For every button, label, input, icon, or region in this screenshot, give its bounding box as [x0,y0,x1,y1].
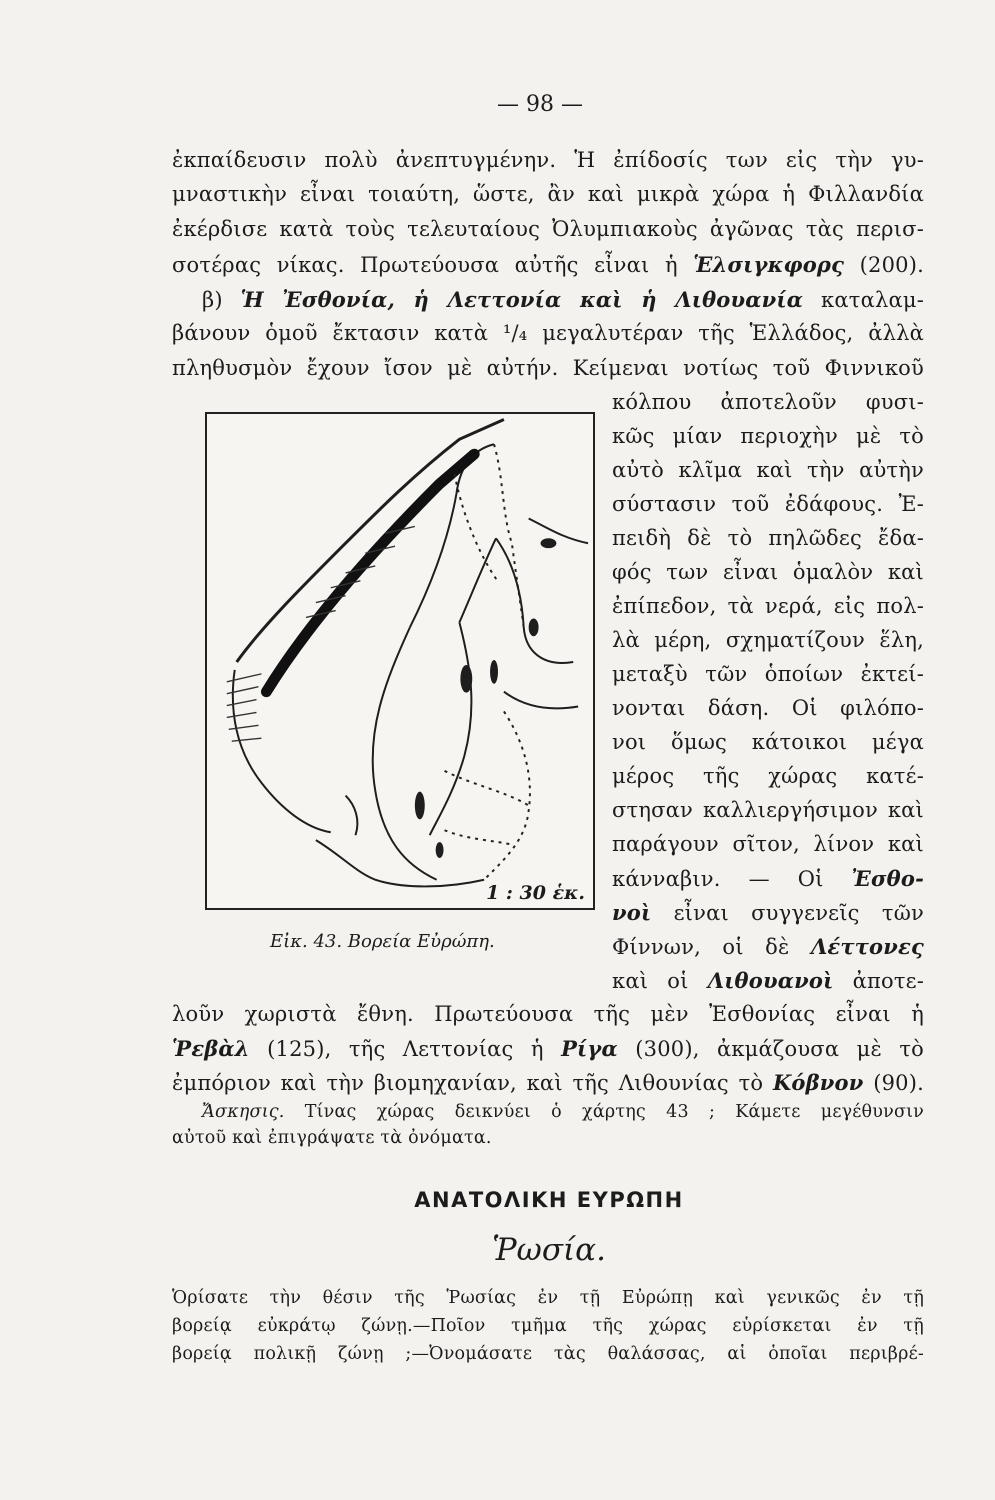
exercise-label: Ἄσκησις. [202,1102,285,1122]
side-text-line: φός των εἶναι ὁμαλὸν καὶ [612,560,924,584]
text-line: λοῦν χωριστὰ ἔθνη. Πρωτεύουσα τῆς μὲν Ἐσθονίας εἶναι ἡ [172,1002,924,1026]
side-text-line: παράγουν σῖτον, λίνον καὶ [612,832,924,856]
map-figure-northern-europe [205,412,595,910]
text-line: Ὁρίσατε τὴν θέσιν τῆς Ῥωσίας ἐν τῇ Εὐρώπῃ καὶ γενικῶς ἐν τῇ [172,1288,924,1308]
side-text-line: λὰ μέρη, σχηματίζουν ἕλη, [612,628,924,652]
text-line: βορείᾳ εὐκράτῳ ζώνῃ.—Ποῖον τμῆμα τῆς χώρας εὑρίσκεται ἐν τῇ [172,1316,924,1336]
side-text-line: νοι ὅμως κάτοικοι μέγα [612,730,924,754]
map-scale-label: 1 : 30 ἑκ. [486,882,585,904]
side-text-line: καὶ οἱ Λιθουανοὶ ἀποτε- [612,968,925,993]
side-text-line: ἐπίπεδον, τὰ νερά, εἰς πολ- [612,594,924,618]
text-line: ἐκέρδισε κατὰ τοὺς τελευταίους Ὀλυμπιακοὺς ἀγῶνας τὰς περισ- [172,217,924,241]
text-line: σοτέρας νίκας. Πρωτεύουσα αὐτῆς εἶναι ἡ Ἑλσιγκφορς (200). [172,252,924,277]
page-number: — 98 — [497,92,583,117]
text-line: βάνουν ὁμοῦ ἔκτασιν κατὰ ¹/₄ μεγαλυτέραν τῆς Ἑλλάδος, ἀλλὰ [172,321,924,345]
capital-helsinki: Ἑλσιγκφορς [693,252,845,277]
side-text-line: Φίννων, οἱ δὲ Λέττονες [612,934,924,959]
text-line: β) Ἡ Ἐσθονία, ἡ Λεττονία καὶ ἡ Λιθουανία καταλαμ- [202,287,924,312]
side-text-line: νοὶ εἶναι συγγενεῖς τῶν [612,900,924,925]
exercise-line: Ἄσκησις. Τίνας χώρας δεικνύει ὁ χάρτης 43 ; Κάμετε μεγέθυνσιν [202,1102,924,1122]
section-heading: ΑΝΑΤΟΛΙΚΗ ΕΥΡΩΠΗ [414,1188,684,1212]
capital-kaunas: Κόβνον [772,1070,864,1095]
text-line: Ῥεβὰλ (125), τῆς Λεττονίας ἡ Ρίγα (300), ἀκμάζουσα μὲ τὸ [172,1036,924,1061]
side-text-line: σύστασιν τοῦ ἐδάφους. Ἐ- [612,492,924,516]
text-line: ἐμπόριον καὶ τὴν βιομηχανίαν, καὶ τῆς Λιθουνίας τὸ Κόβνον (90). [172,1070,924,1095]
text-line: πληθυσμὸν ἔχουν ἴσον μὲ αὐτήν. Κείμεναι νοτίως τοῦ Φιννικοῦ [172,356,924,380]
text-line: ἐκπαίδευσιν πολὺ ἀνεπτυγμένην. Ἡ ἐπίδοσίς των εἰς τὴν γυ- [172,148,924,172]
side-text-line: στησαν καλλιεργήσιμον καὶ [612,798,924,822]
side-text-line: κόλπου ἀποτελοῦν φυσι- [612,390,924,414]
side-text-line: πειδὴ δὲ τὸ πηλῶδες ἔδα- [612,526,924,550]
side-text-line: νονται δάση. Οἱ φιλόπο- [612,696,924,720]
text-line: μναστικὴν εἶναι τοιαύτη, ὥστε, ἂν καὶ μικρὰ χώρα ἡ Φιλλανδία [172,182,924,206]
map-drawing [207,414,593,908]
exercise-line: αὐτοῦ καὶ ἐπιγράψατε τὰ ὀνόματα. [172,1128,492,1148]
capital-tallinn: Ῥεβὰλ [172,1036,250,1061]
side-text-line: κῶς μίαν περιοχὴν μὲ τὸ [612,424,924,448]
section-subheading: Ῥωσία. [492,1232,606,1268]
capital-riga: Ρίγα [561,1036,618,1061]
baltic-states-title: Ἡ Ἐσθονία, ἡ Λεττονία καὶ ἡ Λιθουανία [240,287,804,312]
side-text-line: μέρος τῆς χώρας κατέ- [612,764,924,788]
side-text-line: αὐτὸ κλῖμα καὶ τὴν αὐτὴν [612,458,924,482]
figure-caption: Εἰκ. 43. Βορεία Εὐρώπη. [270,931,495,952]
side-text-line: κάνναβιν. — Οἱ Ἐσθο- [612,866,924,891]
side-text-line: μεταξὺ τῶν ὁποίων ἐκτεί- [612,662,924,686]
text-line: βορείᾳ πολικῇ ζώνῃ ;—Ὀνομάσατε τὰς θαλάσσας, αἱ ὁποῖαι περιβρέ- [172,1344,924,1364]
